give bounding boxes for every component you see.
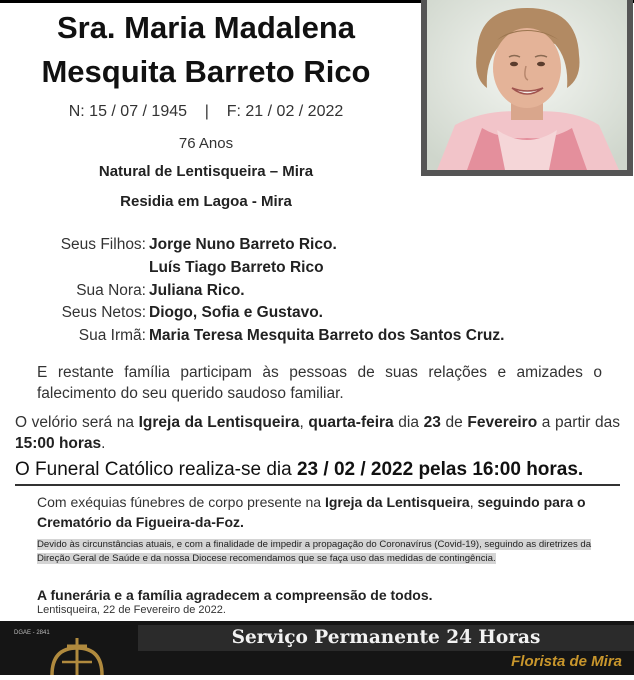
covid-notice: Devido às circunstâncias atuais, e com a finalidade de impedir a propagação do Coronavírus (Covid-19), seguindo as diretrizes da Direção Geral de Saúde e da nossa Diocese recomendamos que se faça uso das medidas de contingência.: [37, 539, 592, 564]
grandchildren: Diogo, Sofia e Gustavo.: [149, 304, 323, 321]
funeral-announcement: O Funeral Católico realiza-se dia 23 / 02 / 2022 pelas 16:00 horas.: [15, 459, 584, 480]
participation-text: E restante família participam às pessoas de suas relações e amizades o falecimento do seu querido saudoso familiar.: [37, 364, 602, 402]
daughter-in-law-label: Sua Nora:: [76, 282, 146, 299]
thanks-text: A funerária e a família agradecem a compreensão de todos.: [37, 587, 433, 603]
grandchildren-label: Seus Netos:: [61, 304, 146, 321]
divider: [15, 484, 620, 486]
birthplace: Natural de Lentisqueira – Mira: [98, 163, 314, 180]
residence: Residia em Lagoa - Mira: [120, 193, 292, 210]
sister-label: Sua Irmã:: [78, 327, 146, 344]
funeral-details: Com exéquias fúnebres de corpo presente na Igreja da Lentisqueira, seguindo para o Crematório da Figueira-da-Foz.: [37, 494, 586, 530]
son-1: Jorge Nuno Barreto Rico.: [149, 236, 337, 253]
birth-death-dates: N: 15 / 07 / 1945 | F: 21 / 02 / 2022: [68, 103, 344, 120]
place-date: Lentisqueira, 22 de Fevereiro de 2022.: [37, 604, 226, 616]
son-2: Luís Tiago Barreto Rico: [149, 259, 324, 276]
sister: Maria Teresa Mesquita Barreto dos Santos Cruz.: [149, 327, 505, 344]
daughter-in-law: Juliana Rico.: [149, 282, 245, 299]
sons-label: Seus Filhos:: [60, 236, 146, 253]
deceased-name-line2: Mesquita Barreto Rico: [41, 54, 371, 89]
dgae-code: DGAE - 2841: [14, 630, 50, 636]
portrait-photo: [421, 0, 633, 176]
florista-brand: Florista de Mira: [511, 653, 622, 670]
age: 76 Anos: [178, 135, 234, 152]
deceased-name-line1: Sra. Maria Madalena: [56, 10, 356, 45]
wake-text: O velório será na Igreja da Lentisqueira, quarta-feira dia 23 de Fevereiro a partir das 15:00 horas.: [15, 414, 620, 452]
service-text: Serviço Permanente 24 Horas: [231, 627, 541, 648]
funeral-home-logo-icon: [48, 638, 106, 680]
